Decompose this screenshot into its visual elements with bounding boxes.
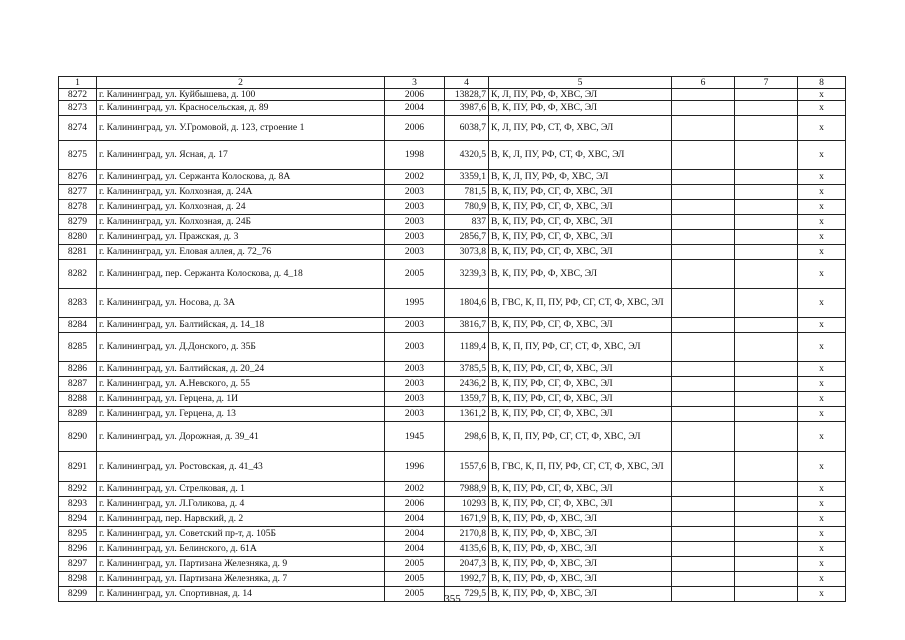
year-cell: 2003 (385, 318, 445, 333)
year-cell: 1945 (385, 422, 445, 452)
services-cell: В, К, П, ПУ, РФ, СГ, СТ, Ф, ХВС, ЭЛ (489, 422, 672, 452)
services-cell: В, К, Л, ПУ, РФ, СТ, Ф, ХВС, ЭЛ (489, 141, 672, 170)
services-cell: В, К, ПУ, РФ, Ф, ХВС, ЭЛ (489, 572, 672, 587)
row-number-cell: 8293 (59, 497, 97, 512)
area-cell: 10293 (445, 497, 489, 512)
row-number-cell: 8287 (59, 377, 97, 392)
column-6-cell (672, 377, 735, 392)
row-number-cell: 8282 (59, 260, 97, 289)
area-cell: 1359,7 (445, 392, 489, 407)
area-cell: 781,5 (445, 185, 489, 200)
area-cell: 298,6 (445, 422, 489, 452)
year-cell: 2004 (385, 542, 445, 557)
year-cell: 2003 (385, 377, 445, 392)
mark-cell: х (798, 362, 846, 377)
services-cell: В, К, Л, ПУ, РФ, Ф, ХВС, ЭЛ (489, 170, 672, 185)
year-cell: 1996 (385, 452, 445, 482)
address-cell: г. Калининград, ул. А.Невского, д. 55 (97, 377, 385, 392)
column-6-cell (672, 572, 735, 587)
year-cell: 2002 (385, 170, 445, 185)
table-row (59, 392, 846, 407)
column-6-cell (672, 116, 735, 141)
column-7-cell (735, 185, 798, 200)
table-row (59, 377, 846, 392)
column-6-cell (672, 260, 735, 289)
address-cell: г. Калининград, ул. Герцена, д. 1И (97, 392, 385, 407)
table-row (59, 200, 846, 215)
buildings-table (58, 76, 846, 602)
mark-cell: х (798, 260, 846, 289)
column-header: 1 (59, 77, 97, 89)
column-7-cell (735, 392, 798, 407)
table-row (59, 482, 846, 497)
area-cell: 1361,2 (445, 407, 489, 422)
address-cell: г. Калининград, ул. Стрелковая, д. 1 (97, 482, 385, 497)
year-cell: 2003 (385, 362, 445, 377)
address-cell: г. Калининград, ул. Советский пр-т, д. 105Б (97, 527, 385, 542)
table-row (59, 542, 846, 557)
address-cell: г. Калининград, ул. Дорожная, д. 39_41 (97, 422, 385, 452)
column-6-cell (672, 482, 735, 497)
year-cell: 1998 (385, 141, 445, 170)
address-cell: г. Калининград, ул. Ясная, д. 17 (97, 141, 385, 170)
column-header: 5 (489, 77, 672, 89)
address-cell: г. Калининград, ул. Еловая аллея, д. 72_76 (97, 245, 385, 260)
column-7-cell (735, 200, 798, 215)
column-7-cell (735, 377, 798, 392)
row-number-cell: 8291 (59, 452, 97, 482)
column-6-cell (672, 407, 735, 422)
mark-cell: х (798, 215, 846, 230)
mark-cell: х (798, 116, 846, 141)
row-number-cell: 8274 (59, 116, 97, 141)
services-cell: К, Л, ПУ, РФ, СТ, Ф, ХВС, ЭЛ (489, 116, 672, 141)
address-cell: г. Калининград, пер. Сержанта Колоскова, д. 4_18 (97, 260, 385, 289)
table-row (59, 116, 846, 141)
year-cell: 2003 (385, 230, 445, 245)
year-cell: 2004 (385, 527, 445, 542)
address-cell: г. Калининград, ул. Колхозная, д. 24Б (97, 215, 385, 230)
column-header: 7 (735, 77, 798, 89)
table-row (59, 260, 846, 289)
row-number-cell: 8276 (59, 170, 97, 185)
row-number-cell: 8272 (59, 89, 97, 101)
year-cell: 2005 (385, 557, 445, 572)
column-6-cell (672, 392, 735, 407)
column-7-cell (735, 407, 798, 422)
row-number-cell: 8281 (59, 245, 97, 260)
row-number-cell: 8284 (59, 318, 97, 333)
services-cell: В, К, ПУ, РФ, Ф, ХВС, ЭЛ (489, 587, 672, 602)
column-7-cell (735, 245, 798, 260)
area-cell: 3987,6 (445, 101, 489, 116)
column-7-cell (735, 497, 798, 512)
table-row (59, 101, 846, 116)
mark-cell: х (798, 587, 846, 602)
services-cell: В, К, ПУ, РФ, СГ, Ф, ХВС, ЭЛ (489, 200, 672, 215)
area-cell: 13828,7 (445, 89, 489, 101)
area-cell: 837 (445, 215, 489, 230)
column-7-cell (735, 527, 798, 542)
column-6-cell (672, 452, 735, 482)
address-cell: г. Калининград, ул. Ростовская, д. 41_43 (97, 452, 385, 482)
services-cell: К, Л, ПУ, РФ, Ф, ХВС, ЭЛ (489, 89, 672, 101)
address-cell: г. Калининград, ул. Колхозная, д. 24 (97, 200, 385, 215)
column-header: 2 (97, 77, 385, 89)
area-cell: 780,9 (445, 200, 489, 215)
year-cell: 2004 (385, 101, 445, 116)
services-cell: В, К, ПУ, РФ, СГ, Ф, ХВС, ЭЛ (489, 407, 672, 422)
address-cell: г. Калининград, ул. Д.Донского, д. 35Б (97, 333, 385, 362)
column-7-cell (735, 170, 798, 185)
table-row (59, 362, 846, 377)
services-cell: В, К, ПУ, РФ, СГ, Ф, ХВС, ЭЛ (489, 362, 672, 377)
address-cell: г. Калининград, ул. Герцена, д. 13 (97, 407, 385, 422)
mark-cell: х (798, 170, 846, 185)
column-7-cell (735, 318, 798, 333)
address-cell: г. Калининград, ул. Красносельская, д. 89 (97, 101, 385, 116)
column-7-cell (735, 362, 798, 377)
table-row (59, 141, 846, 170)
column-header: 4 (445, 77, 489, 89)
address-cell: г. Калининград, ул. Пражская, д. 3 (97, 230, 385, 245)
table-row (59, 89, 846, 101)
row-number-cell: 8292 (59, 482, 97, 497)
column-7-cell (735, 542, 798, 557)
area-cell: 2047,3 (445, 557, 489, 572)
page-number: 355 (444, 593, 461, 605)
services-cell: В, К, ПУ, РФ, Ф, ХВС, ЭЛ (489, 512, 672, 527)
row-number-cell: 8285 (59, 333, 97, 362)
address-cell: г. Калининград, ул. Носова, д. 3А (97, 289, 385, 318)
mark-cell: х (798, 407, 846, 422)
services-cell: В, ГВС, К, П, ПУ, РФ, СГ, СТ, Ф, ХВС, ЭЛ (489, 289, 672, 318)
row-number-cell: 8286 (59, 362, 97, 377)
mark-cell: х (798, 542, 846, 557)
services-cell: В, К, ПУ, РФ, Ф, ХВС, ЭЛ (489, 101, 672, 116)
table-row (59, 215, 846, 230)
mark-cell: х (798, 245, 846, 260)
column-header: 6 (672, 77, 735, 89)
year-cell: 2003 (385, 333, 445, 362)
year-cell: 2005 (385, 587, 445, 602)
column-7-cell (735, 422, 798, 452)
services-cell: В, К, ПУ, РФ, Ф, ХВС, ЭЛ (489, 557, 672, 572)
year-cell: 2004 (385, 512, 445, 527)
column-7-cell (735, 482, 798, 497)
services-cell: В, К, ПУ, РФ, СГ, Ф, ХВС, ЭЛ (489, 318, 672, 333)
column-6-cell (672, 362, 735, 377)
address-cell: г. Калининград, ул. Партизана Железняка, д. 7 (97, 572, 385, 587)
address-cell: г. Калининград, ул. Л.Голикова, д. 4 (97, 497, 385, 512)
row-number-cell: 8280 (59, 230, 97, 245)
column-6-cell (672, 497, 735, 512)
year-cell: 2003 (385, 200, 445, 215)
row-number-cell: 8273 (59, 101, 97, 116)
services-cell: В, К, ПУ, РФ, Ф, ХВС, ЭЛ (489, 527, 672, 542)
row-number-cell: 8298 (59, 572, 97, 587)
year-cell: 1995 (385, 289, 445, 318)
area-cell: 3239,3 (445, 260, 489, 289)
table-row (59, 170, 846, 185)
area-cell: 3359,1 (445, 170, 489, 185)
services-cell: В, К, ПУ, РФ, СГ, Ф, ХВС, ЭЛ (489, 245, 672, 260)
table-row (59, 497, 846, 512)
row-number-cell: 8295 (59, 527, 97, 542)
mark-cell: х (798, 289, 846, 318)
area-cell: 2170,8 (445, 527, 489, 542)
row-number-cell: 8290 (59, 422, 97, 452)
year-cell: 2005 (385, 260, 445, 289)
address-cell: г. Калининград, ул. Колхозная, д. 24А (97, 185, 385, 200)
column-6-cell (672, 185, 735, 200)
area-cell: 2436,2 (445, 377, 489, 392)
address-cell: г. Калининград, ул. Белинского, д. 61А (97, 542, 385, 557)
services-cell: В, К, ПУ, РФ, СГ, Ф, ХВС, ЭЛ (489, 215, 672, 230)
table-row (59, 230, 846, 245)
row-number-cell: 8288 (59, 392, 97, 407)
column-6-cell (672, 245, 735, 260)
services-cell: В, К, ПУ, РФ, СГ, Ф, ХВС, ЭЛ (489, 497, 672, 512)
address-cell: г. Калининград, ул. Партизана Железняка, д. 9 (97, 557, 385, 572)
mark-cell: х (798, 482, 846, 497)
area-cell: 729,5 (445, 587, 489, 602)
column-6-cell (672, 101, 735, 116)
area-cell: 1671,9 (445, 512, 489, 527)
mark-cell: х (798, 101, 846, 116)
area-cell: 3816,7 (445, 318, 489, 333)
column-7-cell (735, 572, 798, 587)
address-cell: г. Калининград, ул. Сержанта Колоскова, д. 8А (97, 170, 385, 185)
address-cell: г. Калининград, ул. У.Громовой, д. 123, строение 1 (97, 116, 385, 141)
services-cell: В, К, ПУ, РФ, СГ, Ф, ХВС, ЭЛ (489, 392, 672, 407)
area-cell: 4320,5 (445, 141, 489, 170)
services-cell: В, К, ПУ, РФ, СГ, Ф, ХВС, ЭЛ (489, 230, 672, 245)
year-cell: 2006 (385, 89, 445, 101)
column-6-cell (672, 557, 735, 572)
table-header-row (59, 77, 846, 89)
mark-cell: х (798, 527, 846, 542)
year-cell: 2003 (385, 392, 445, 407)
services-cell: В, К, ПУ, РФ, Ф, ХВС, ЭЛ (489, 260, 672, 289)
row-number-cell: 8296 (59, 542, 97, 557)
column-7-cell (735, 289, 798, 318)
table-row (59, 422, 846, 452)
row-number-cell: 8283 (59, 289, 97, 318)
table-row (59, 512, 846, 527)
area-cell: 7988,9 (445, 482, 489, 497)
year-cell: 2005 (385, 572, 445, 587)
table-row (59, 333, 846, 362)
mark-cell: х (798, 377, 846, 392)
column-6-cell (672, 141, 735, 170)
document-page (58, 76, 846, 602)
column-6-cell (672, 215, 735, 230)
area-cell: 1189,4 (445, 333, 489, 362)
table-row (59, 318, 846, 333)
column-6-cell (672, 542, 735, 557)
mark-cell: х (798, 422, 846, 452)
column-6-cell (672, 333, 735, 362)
column-6-cell (672, 527, 735, 542)
area-cell: 2856,7 (445, 230, 489, 245)
services-cell: В, К, ПУ, РФ, СГ, Ф, ХВС, ЭЛ (489, 482, 672, 497)
mark-cell: х (798, 141, 846, 170)
area-cell: 4135,6 (445, 542, 489, 557)
mark-cell: х (798, 230, 846, 245)
table-row (59, 289, 846, 318)
area-cell: 1804,6 (445, 289, 489, 318)
address-cell: г. Калининград, ул. Балтийская, д. 20_24 (97, 362, 385, 377)
column-6-cell (672, 200, 735, 215)
column-6-cell (672, 89, 735, 101)
area-cell: 6038,7 (445, 116, 489, 141)
column-7-cell (735, 116, 798, 141)
column-7-cell (735, 141, 798, 170)
row-number-cell: 8275 (59, 141, 97, 170)
column-6-cell (672, 230, 735, 245)
row-number-cell: 8279 (59, 215, 97, 230)
column-7-cell (735, 101, 798, 116)
column-7-cell (735, 89, 798, 101)
column-header: 3 (385, 77, 445, 89)
column-6-cell (672, 512, 735, 527)
row-number-cell: 8299 (59, 587, 97, 602)
table-row (59, 557, 846, 572)
row-number-cell: 8278 (59, 200, 97, 215)
services-cell: В, К, П, ПУ, РФ, СГ, СТ, Ф, ХВС, ЭЛ (489, 333, 672, 362)
column-header: 8 (798, 77, 846, 89)
area-cell: 1557,6 (445, 452, 489, 482)
column-6-cell (672, 170, 735, 185)
row-number-cell: 8289 (59, 407, 97, 422)
row-number-cell: 8294 (59, 512, 97, 527)
column-6-cell (672, 318, 735, 333)
services-cell: В, ГВС, К, П, ПУ, РФ, СГ, СТ, Ф, ХВС, ЭЛ (489, 452, 672, 482)
address-cell: г. Калининград, ул. Куйбышева, д. 100 (97, 89, 385, 101)
services-cell: В, К, ПУ, РФ, СГ, Ф, ХВС, ЭЛ (489, 185, 672, 200)
year-cell: 2006 (385, 497, 445, 512)
column-7-cell (735, 512, 798, 527)
row-number-cell: 8277 (59, 185, 97, 200)
column-7-cell (735, 230, 798, 245)
area-cell: 3785,5 (445, 362, 489, 377)
mark-cell: х (798, 392, 846, 407)
column-6-cell (672, 289, 735, 318)
column-7-cell (735, 557, 798, 572)
area-cell: 3073,8 (445, 245, 489, 260)
mark-cell: х (798, 89, 846, 101)
column-7-cell (735, 215, 798, 230)
mark-cell: х (798, 333, 846, 362)
services-cell: В, К, ПУ, РФ, Ф, ХВС, ЭЛ (489, 542, 672, 557)
mark-cell: х (798, 200, 846, 215)
services-cell: В, К, ПУ, РФ, СГ, Ф, ХВС, ЭЛ (489, 377, 672, 392)
column-7-cell (735, 333, 798, 362)
column-7-cell (735, 260, 798, 289)
table-row (59, 527, 846, 542)
mark-cell: х (798, 572, 846, 587)
table-row (59, 452, 846, 482)
column-6-cell (672, 422, 735, 452)
table-row (59, 407, 846, 422)
mark-cell: х (798, 318, 846, 333)
row-number-cell: 8297 (59, 557, 97, 572)
address-cell: г. Калининград, ул. Балтийская, д. 14_18 (97, 318, 385, 333)
table-row (59, 245, 846, 260)
mark-cell: х (798, 557, 846, 572)
year-cell: 2002 (385, 482, 445, 497)
table-row (59, 572, 846, 587)
column-7-cell (735, 452, 798, 482)
address-cell: г. Калининград, пер. Нарвский, д. 2 (97, 512, 385, 527)
area-cell: 1992,7 (445, 572, 489, 587)
year-cell: 2003 (385, 245, 445, 260)
mark-cell: х (798, 452, 846, 482)
mark-cell: х (798, 512, 846, 527)
mark-cell: х (798, 185, 846, 200)
year-cell: 2003 (385, 407, 445, 422)
year-cell: 2003 (385, 185, 445, 200)
year-cell: 2003 (385, 215, 445, 230)
year-cell: 2006 (385, 116, 445, 141)
address-cell: г. Калининград, ул. Спортивная, д. 14 (97, 587, 385, 602)
mark-cell: х (798, 497, 846, 512)
table-row (59, 185, 846, 200)
